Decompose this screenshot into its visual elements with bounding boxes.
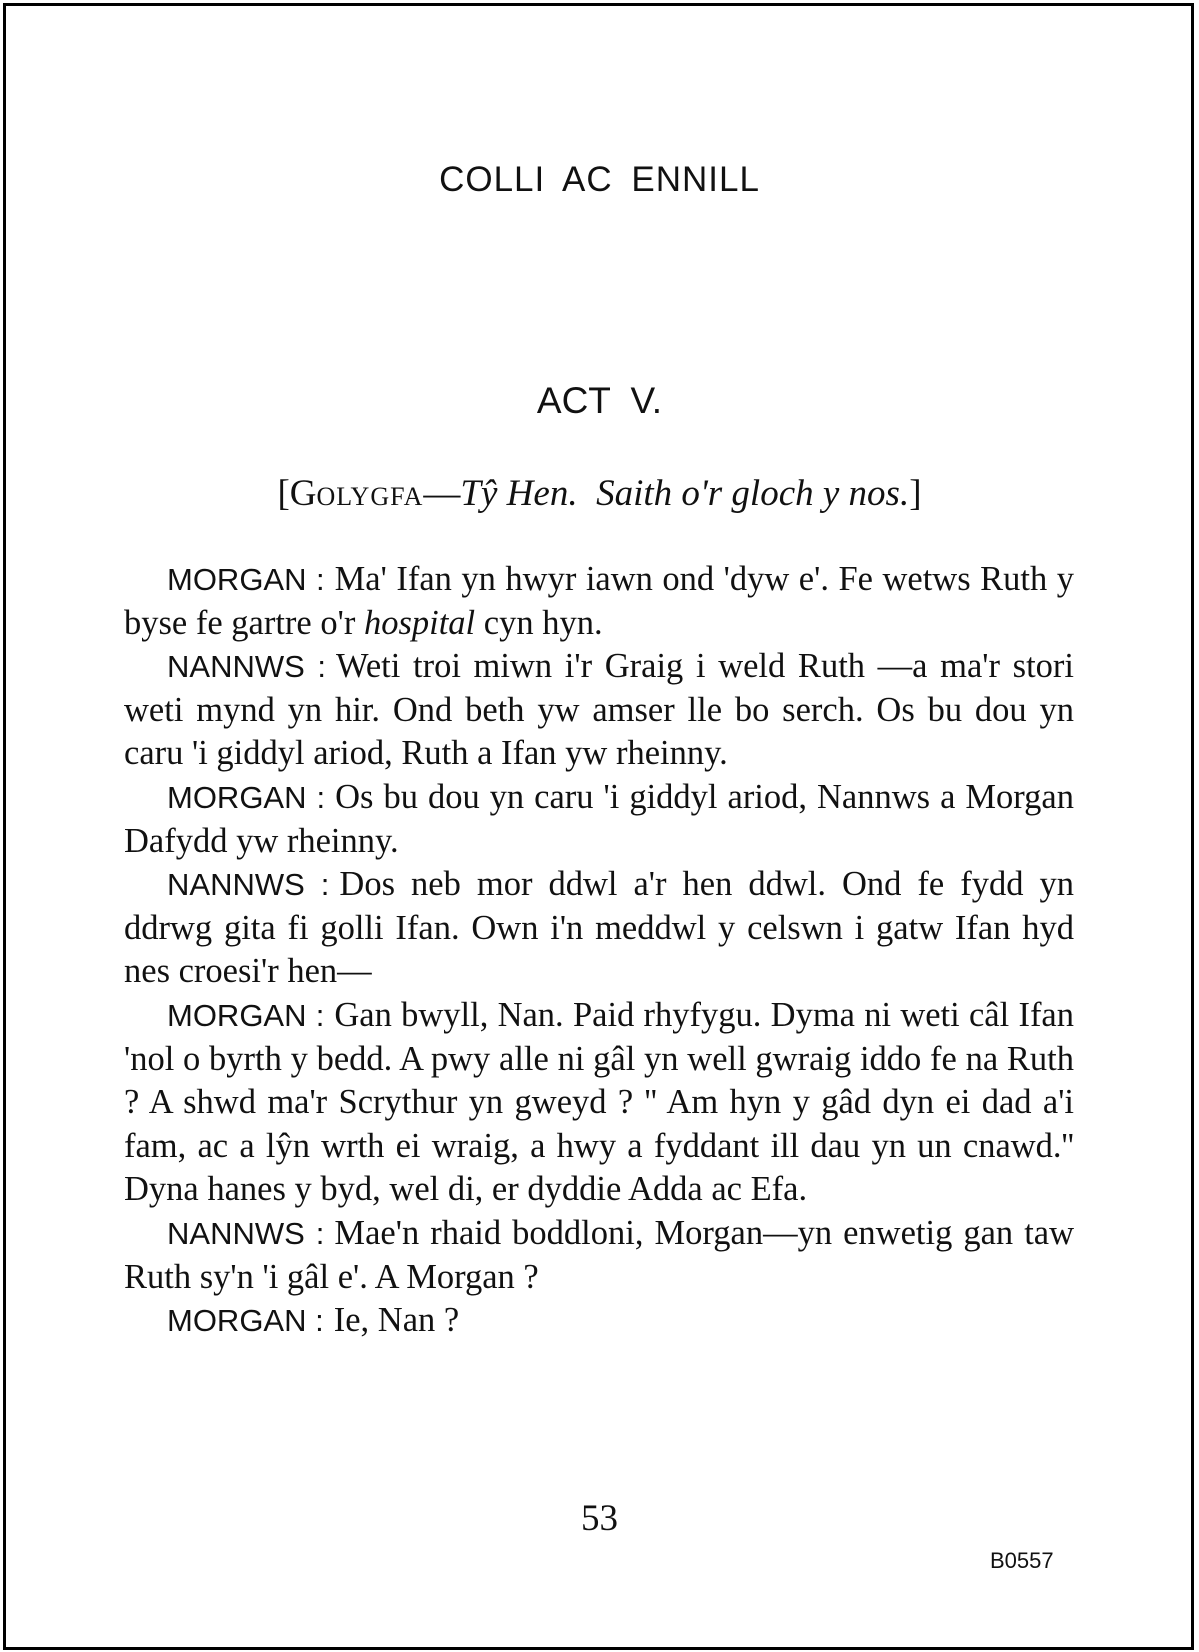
speech-text: Ie, Nan ? [333,1301,460,1340]
speech-1 [124,558,1074,645]
speaker-name: NANNWS : [167,867,330,903]
stage-direction-close-bracket: ] [909,473,922,514]
speech-2 [124,645,1074,776]
speech-text-continued: cyn hyn. [475,603,603,642]
stage-direction-setting: Tŷ Hen. Saith o'r gloch y nos. [460,473,910,514]
speaker-name: NANNWS : [167,1215,325,1251]
dialogue [124,558,1074,1343]
speech-7 [124,1299,1074,1343]
stage-direction-label-rest: OLYGFA [316,482,424,511]
speech-text: Dos neb mor ddwl a'r hen ddwl. Ond fe fydd yn ddrwg gita fi golli Ifan. Own i'n meddwl y celswn i gatw Ifan hyd nes croesi'r hen— [124,865,1075,991]
running-title: COLLI AC ENNILL [439,160,760,199]
speech-italic-word: hospital [363,603,476,642]
stage-direction [0,472,1199,515]
stage-direction-label-initial: G [289,473,317,514]
speaker-name: MORGAN : [167,1303,324,1339]
speaker-name: MORGAN : [167,779,326,815]
speech-4 [124,863,1074,994]
speaker-name: MORGAN : [167,997,325,1033]
archive-code: B0557 [990,1548,1054,1573]
speech-text: Os bu dou yn caru 'i giddyl ariod, Nannws a Morgan Dafydd yw rheinny. [124,777,1074,860]
act-heading: ACT V. [536,380,663,421]
speech-text: Weti troi miwn i'r Graig i weld Ruth —a ma'r stori weti mynd yn hir. Ond beth yw amser lle bo serch. Os bu dou yn caru 'i giddyl ariod, Ruth a Ifan yw rheinny. [124,647,1075,773]
speech-text: Ma' Ifan yn hwyr iawn ond 'dyw e'. Fe wetws Ruth y byse fe gartre o'r [124,560,1074,642]
stage-direction-dash: — [423,473,461,514]
page-number: 53 [581,1498,618,1539]
speech-text: Gan bwyll, Nan. Paid rhyfygu. Dyma ni weti câl Ifan 'nol o byrth y bedd. A pwy alle ni gâl yn well gwraig iddo fe na Ruth ? A shwd ma'r Scrythur yn gweyd ? '' Am hyn y gâd dyn ei dad a'i fam, ac a lŷn wrth ei wraig, a hwy a fyddant ill dau yn un cnawd.'' Dyna hanes y byd, wel di, er dyddie Adda ac Efa. [124,995,1074,1209]
speaker-name: NANNWS : [167,649,327,685]
speech-text: Mae'n rhaid boddloni, Morgan—yn enwetig gan taw Ruth sy'n 'i gâl e'. A Morgan ? [124,1213,1075,1296]
stage-direction-open-bracket: [ [277,473,290,514]
speech-3 [124,776,1074,863]
speech-5 [124,994,1074,1212]
speaker-name: MORGAN : [167,562,325,597]
speech-6 [124,1212,1074,1299]
